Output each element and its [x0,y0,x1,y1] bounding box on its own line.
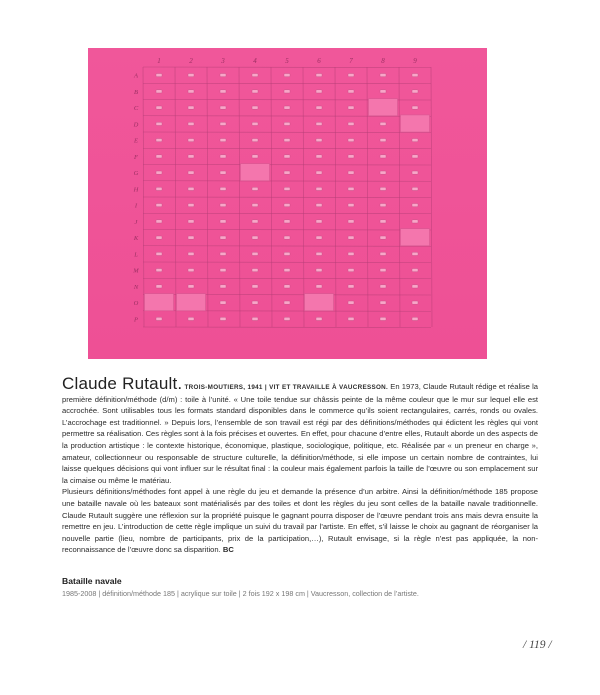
grid-peg [412,220,418,223]
grid-peg [188,204,194,207]
row-label: K [133,235,139,243]
grid-peg [412,285,418,288]
grid-peg [156,252,162,255]
grid-peg [284,171,290,174]
grid-peg [380,252,386,255]
grid-peg [252,74,258,77]
grid-line-horizontal [143,67,431,68]
artist-meta: TROIS-MOUTIERS, 1941 | VIT ET TRAVAILLE À VAUCRESSON. [184,384,389,391]
grid-peg [380,269,386,272]
grid-peg [348,74,354,77]
grid-peg [156,236,162,239]
grid-peg [220,220,226,223]
grid-peg [156,106,162,109]
grid-peg [316,90,322,93]
grid-peg [220,155,226,158]
grid-peg [316,236,322,239]
entry-paragraph-2 [62,486,538,556]
grid-peg [156,220,162,223]
row-label: H [133,186,139,194]
work-details: 1985-2008 | définition/méthode 185 | acrylique sur toile | 2 fois 192 x 198 cm | Vaucresson, collection de l’artiste. [62,589,419,598]
grid-peg [220,171,226,174]
grid-peg [252,106,258,109]
grid-peg [284,187,290,190]
column-label: 9 [413,57,417,65]
entry-paragraph-1 [62,374,539,486]
grid-peg [412,269,418,272]
grid-peg [156,139,162,142]
column-label: 2 [189,57,193,65]
grid-peg [220,269,226,272]
column-label: 3 [221,57,225,65]
grid-peg [284,139,290,142]
row-label: G [133,170,139,178]
grid-peg [284,155,290,158]
grid-peg [220,317,226,320]
grid-peg [348,220,354,223]
grid-peg [412,171,418,174]
grid-peg [412,317,418,320]
grid-peg [220,74,226,77]
grid-peg [252,301,258,304]
grid-peg [188,139,194,142]
grid-peg [156,155,162,158]
artwork-photo [88,48,487,359]
grid-peg [284,236,290,239]
ship-canvas [241,164,270,181]
grid-line-horizontal [143,83,431,84]
author-initials: BC [222,545,234,555]
grid-peg [188,74,194,77]
paragraph-2-text: Plusieurs définitions/méthodes font appel à une règle du jeu et demande la présence d’un arbitre. Ainsi la définition/méthode 185 propose une bataille navale où les bateaux sont matérialisés par des toiles et dont les règles du jeu sont celles de la bataille navale traditionnelle. Claude Rutault suggère une réflexion sur la propriété puisque le gagnant pourra disposer de l’œuvre pendant trois ans mais devra ensuite la remettre en jeu. L’introduction de cette règle implique un suivi du travail par l’artiste. En effet, s’il laisse le choix au gagnant de réorganiser la nouvelle partie (lieu, nombre de participants, prix de la participation,…), Rutault envisage, si la règle n’est pas appliquée, la non-reconnaissance de l’œuvre donc sa disparition. [62,487,538,555]
row-label: P [134,316,138,324]
grid-peg [284,285,290,288]
grid-peg [252,204,258,207]
entry-text [62,374,539,556]
grid-peg [348,122,354,125]
grid-peg [252,187,258,190]
grid-peg [220,252,226,255]
grid-peg [380,155,386,158]
row-label: O [133,300,139,308]
grid-peg [380,236,386,239]
grid-peg [316,139,322,142]
row-label: D [133,121,139,129]
grid-peg [252,252,258,255]
column-label: 4 [253,57,257,65]
grid-peg [316,285,322,288]
grid-peg [284,220,290,223]
grid-peg [188,285,194,288]
grid-peg [284,252,290,255]
grid-peg [188,317,194,320]
grid-peg [188,90,194,93]
grid-peg [156,187,162,190]
paragraph-1-text: En 1973, Claude Rutault rédige et réalise la première définition/méthode (d/m) : toile à l’unité. « Une toile tendue sur châssis peinte de la même couleur que le mur sur lequel elle est accrochée. Sont utilisables tous les formats standard disponibles dans le commerce qu’ils soient rectangulaires, carrés, ronds ou ovales. L’accrochage est traditionnel. » Depuis lors, l’ensemble de son travail est régi par des définitions/méthodes qui édictent les règles qui vont permettre sa réalisation. Ces règles sont à la fois précises et ouvertes. En effet, pour chacune d’entre elles, Rutault aborde un des aspects de la production artistique : le contexte historique, économique, plastique, sociologique, politique, etc. Réalisée par « un preneur en charge », amateur, collectionneur ou responsable de structure culturelle, la définition/méthode, si elle impose un certain nombre de contraintes, lui laisse quelques décisions qui vont influer sur le résultat final : la couleur mais également parfois la taille de l’œuvre ou son emplacement sur la cimaise ou même le matériau. [62,382,539,485]
grid-peg [380,74,386,77]
grid-peg [316,122,322,125]
grid-peg [252,269,258,272]
grid-line-vertical [335,67,336,327]
row-label: C [133,105,139,113]
grid-peg [156,269,162,272]
grid-peg [156,317,162,320]
grid-peg [252,90,258,93]
grid-peg [220,106,226,109]
row-label: A [134,72,138,80]
grid-peg [316,171,322,174]
grid-peg [380,171,386,174]
grid-peg [380,317,386,320]
grid-peg [412,155,418,158]
column-label: 8 [381,57,385,65]
grid-peg [284,317,290,320]
grid-peg [220,187,226,190]
grid-peg [412,139,418,142]
grid-peg [412,187,418,190]
grid-peg [252,139,258,142]
work-title: Bataille navale [62,576,122,586]
grid-peg [188,269,194,272]
grid-line-horizontal [143,213,431,214]
grid-peg [220,236,226,239]
grid-peg [284,269,290,272]
grid-peg [380,301,386,304]
grid-peg [348,317,354,320]
ship-canvas [145,294,174,311]
row-label: B [134,88,138,96]
grid-peg [284,122,290,125]
grid-line-horizontal [143,327,431,328]
grid-peg [316,204,322,207]
grid-peg [348,236,354,239]
grid-peg [348,171,354,174]
grid-peg [348,269,354,272]
grid-peg [284,301,290,304]
grid-line-horizontal [143,230,431,231]
grid-peg [284,74,290,77]
grid-peg [380,220,386,223]
ship-canvas [401,229,430,246]
column-label: 1 [157,57,161,65]
grid-peg [252,122,258,125]
ship-canvas [401,115,430,132]
grid-peg [316,106,322,109]
grid-peg [316,220,322,223]
ship-canvas [177,294,206,311]
ship-canvas [369,99,398,116]
row-label: L [134,251,138,259]
ship-canvas [305,294,334,311]
grid-peg [252,236,258,239]
grid-peg [220,122,226,125]
grid-line-horizontal [143,262,431,263]
artist-name: Claude Rutault. [62,374,183,393]
grid-peg [220,285,226,288]
column-label: 6 [317,57,321,65]
grid-peg [380,285,386,288]
grid-peg [156,74,162,77]
grid-line-horizontal [143,165,431,166]
grid-peg [316,269,322,272]
grid-peg [348,252,354,255]
grid-peg [412,301,418,304]
grid-peg [380,187,386,190]
grid-peg [316,187,322,190]
grid-line-vertical [399,67,400,327]
grid-peg [252,155,258,158]
grid-line-vertical [367,67,368,327]
grid-peg [252,220,258,223]
grid-peg [188,155,194,158]
grid-peg [316,252,322,255]
grid-line-horizontal [143,148,431,149]
grid-peg [252,285,258,288]
grid-line-horizontal [143,132,431,133]
grid-peg [220,139,226,142]
grid-peg [156,90,162,93]
grid-peg [220,90,226,93]
column-label: 7 [349,57,353,65]
grid-peg [188,106,194,109]
battleship-grid [88,48,487,359]
row-label: N [133,283,139,291]
row-label: I [134,202,138,210]
grid-peg [284,90,290,93]
grid-peg [380,204,386,207]
grid-peg [348,90,354,93]
grid-peg [348,139,354,142]
grid-peg [348,187,354,190]
grid-peg [156,122,162,125]
grid-peg [188,187,194,190]
grid-line-vertical [431,67,432,327]
column-label: 5 [285,57,289,65]
grid-peg [348,285,354,288]
grid-line-horizontal [143,181,431,182]
grid-peg [252,317,258,320]
page-number: / 119 / [523,639,552,651]
grid-peg [156,171,162,174]
grid-peg [380,90,386,93]
grid-peg [412,252,418,255]
grid-peg [316,74,322,77]
grid-peg [412,106,418,109]
grid-line-horizontal [143,246,431,247]
grid-peg [348,301,354,304]
grid-peg [316,317,322,320]
grid-peg [412,74,418,77]
grid-peg [188,220,194,223]
row-label: M [133,267,139,275]
row-label: E [134,137,138,145]
grid-peg [188,252,194,255]
grid-line-horizontal [143,197,431,198]
grid-peg [380,122,386,125]
grid-peg [316,155,322,158]
grid-peg [412,90,418,93]
grid-peg [284,106,290,109]
grid-peg [156,285,162,288]
grid-peg [156,204,162,207]
row-label: J [134,218,138,226]
grid-peg [348,204,354,207]
grid-peg [188,122,194,125]
grid-peg [188,171,194,174]
row-label: F [134,153,138,161]
grid-peg [348,106,354,109]
grid-peg [220,301,226,304]
grid-peg [348,155,354,158]
grid-line-horizontal [143,278,431,279]
grid-peg [220,204,226,207]
grid-peg [380,139,386,142]
grid-peg [412,204,418,207]
grid-peg [188,236,194,239]
grid-peg [284,204,290,207]
